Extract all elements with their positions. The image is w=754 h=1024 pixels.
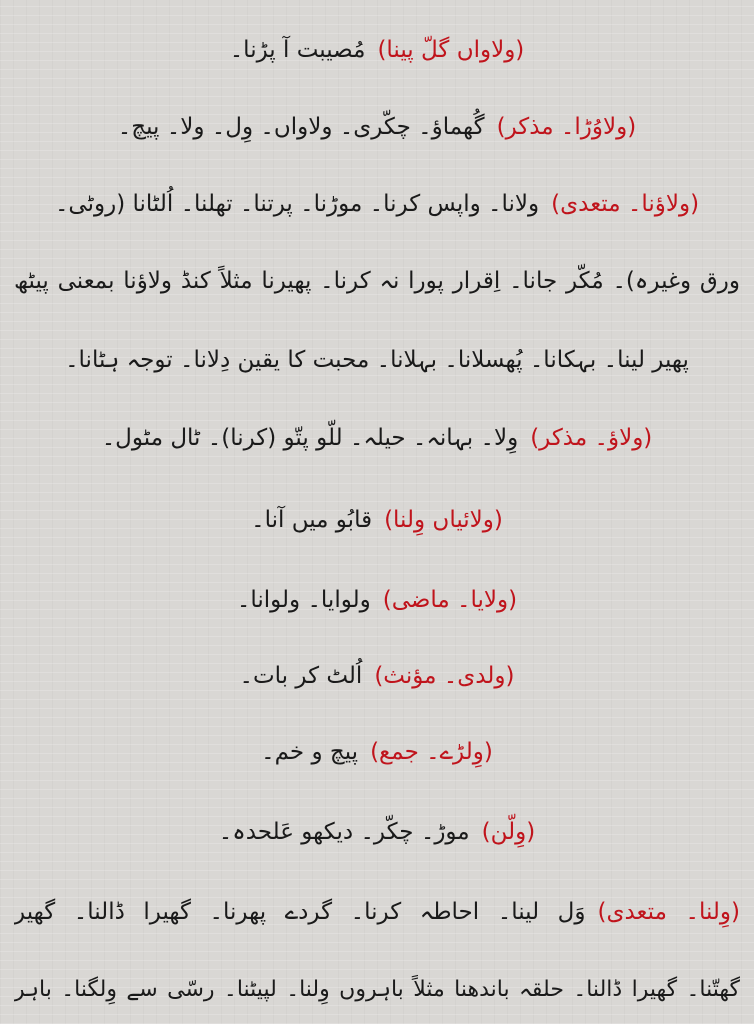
entry-headword: (ولاؤ۔ مذکر) xyxy=(530,425,653,451)
entry-definition: گھتّنا۔ گھیرا ڈالنا۔ حلقہ باندھنا مثلاً باہروں وِلنا۔ لپیٹنا۔ رسّی سے وِلگنا۔ باہر xyxy=(14,977,740,1002)
entry-line xyxy=(14,646,740,706)
entry-headword: (ولاوُڑا۔ مذکر) xyxy=(496,114,637,140)
entry-headword: (ولاؤنا۔ متعدی) xyxy=(551,191,700,217)
entry-line xyxy=(14,802,740,862)
entry-continuation-line xyxy=(14,330,740,390)
entry-headword: (ولاواں گلّ پینا) xyxy=(377,37,525,63)
entry-definition: وَل لینا۔ احاطہ کرنا۔ گردے پھرنا۔ گھیرا ڈالنا۔ گھیر xyxy=(14,899,586,925)
entry-headword: (وِلّن) xyxy=(481,819,536,845)
entry-definition: گُھماؤ۔ چکّری۔ ولاواں۔ وِل۔ ولا۔ پیچ۔ xyxy=(117,114,485,140)
entry-headword: (ولائیاں وِلنا) xyxy=(384,507,503,533)
entry-line xyxy=(14,490,740,550)
entry-definition: ولانا۔ واپس کرنا۔ موڑنا۔ پرتنا۔ تھلنا۔ اُلٹانا (روٹی۔ xyxy=(54,191,540,217)
entry-continuation-line xyxy=(14,960,740,1020)
entry-definition: مُصیبت آ پڑنا۔ xyxy=(229,37,366,63)
entry-definition: ورق وغیرہ)۔ مُکّر جانا۔ اِقرار پورا نہ کرنا۔ پھیرنا مثلاً کنڈ ولاؤنا بمعنی پیٹھ xyxy=(14,268,740,294)
entry-headword: (وِلنا۔ متعدی) xyxy=(597,899,740,925)
entry-headword: (ولدی۔ مؤنث) xyxy=(374,663,515,689)
entry-line xyxy=(14,174,740,234)
entry-line xyxy=(14,882,740,942)
entry-definition: قابُو میں آنا۔ xyxy=(251,507,373,533)
entry-definition: موڑ۔ چکّر۔ دیکھو عَلحدہ۔ xyxy=(218,819,470,845)
entry-headword: (وِلڑے۔ جمع) xyxy=(370,739,493,765)
entry-line xyxy=(14,97,740,157)
entry-line xyxy=(14,722,740,782)
entry-line xyxy=(14,408,740,468)
entry-definition: وِلا۔ بہانہ۔ حیلہ۔ للّو پتّو (کرنا)۔ ٹال مٹول۔ xyxy=(101,425,519,451)
entry-definition: اُلٹ کر بات۔ xyxy=(239,663,363,689)
entry-continuation-line xyxy=(14,251,740,311)
entry-line xyxy=(14,20,740,80)
entry-definition: ولوایا۔ ولوانا۔ xyxy=(236,587,371,613)
entry-headword: (ولایا۔ ماضی) xyxy=(382,587,518,613)
entry-definition: پیچ و خم۔ xyxy=(261,739,359,765)
entry-definition: پھیر لینا۔ بہکانا۔ پُھسلانا۔ بہلانا۔ محبت کا یقین دِلانا۔ توجہ ہٹانا۔ xyxy=(65,347,689,373)
entry-line xyxy=(14,570,740,630)
